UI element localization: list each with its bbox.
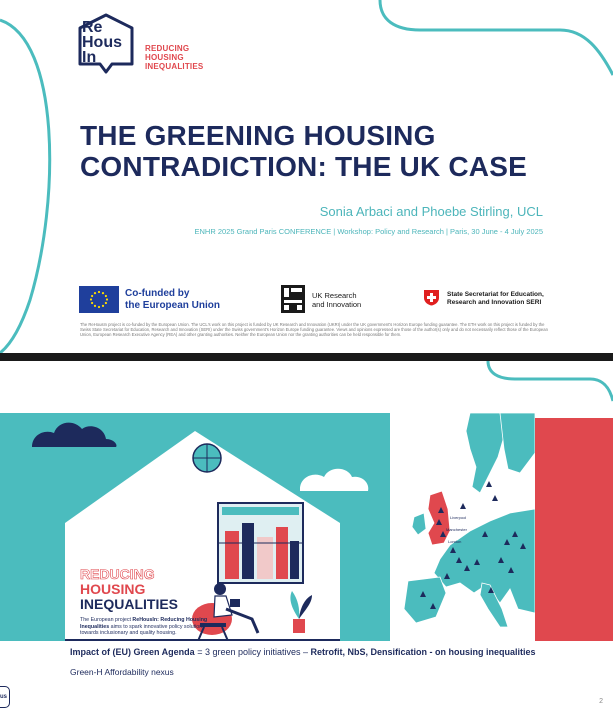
corner-logo: us [0, 686, 10, 708]
nexus-text: Green-H Affordability nexus [70, 667, 174, 677]
desc-post: aims to spark innovative policy solutions towards inclusionary and quality housing. [80, 623, 205, 636]
map-label-liverpool: Liverpool [450, 515, 467, 520]
rehousin-logo [82, 20, 122, 65]
illustration-description [80, 617, 218, 637]
slide-title [80, 120, 527, 182]
logo-line-3: In [82, 49, 97, 66]
slide-divider [0, 353, 613, 361]
red-accent-panel [535, 418, 613, 641]
map-label-manchester: Manchester [446, 527, 467, 532]
title-slide [0, 0, 613, 353]
desc-project-name: ReHousIn: Reducing Housing Inequalities [80, 617, 208, 630]
illustration-title-line-3: INEQUALITIES [80, 596, 179, 612]
tagline-line-2: HOUSING [145, 53, 184, 62]
illustration-title-line-1: REDUCING [80, 566, 155, 582]
tagline-line-1: REDUCING [145, 44, 190, 53]
content-slide [0, 361, 613, 715]
ukri-line-2: and Innovation [312, 300, 362, 309]
logo-line-1: Re [82, 19, 103, 36]
europe-map-panel [390, 413, 535, 641]
ukri-line-1: UK Research [312, 291, 357, 300]
seri-line-2: Research and Innovation SERI [447, 299, 542, 306]
impact-statement [70, 647, 536, 657]
seri-label [447, 291, 544, 307]
logo-tagline [145, 44, 203, 71]
seri-line-1: State Secretariat for Education, [447, 291, 544, 298]
logo-line-2: Hous [82, 34, 122, 51]
swiss-shield-icon [423, 289, 440, 306]
illustration-title-line-2: HOUSING [80, 581, 146, 597]
europe-map [390, 413, 535, 641]
page-number: 2 [599, 698, 603, 705]
funding-disclaimer: The ReHousIn project is co-funded by the European Union. The UCL's work on this project is funded by UK Research and Innovation (UKRI) under the UK government's Horizon Europe funding guarantee. The ETH work on this project is funded by the Swiss State Secretariat for Education, Research and Innovation (SERI) under the Swiss government's Horizon Europe funding guarantee. Views and opinions expressed are those of the author(s) only and do not necessarily reflect those of the European Union, European Research Executive Agency (REA) and other granting authorities. Neither the European Union nor the granting authorities can be held responsible for them. [80, 322, 548, 338]
illustration-panel [0, 413, 390, 641]
desc-pre: The European project [80, 617, 133, 623]
ukri-label [312, 291, 361, 309]
authors: Sonia Arbaci and Phoebe Stirling, UCL [319, 204, 543, 219]
eu-line-1: Co-funded by [125, 288, 190, 299]
impact-tail: Retrofit, NbS, Densification - on housing inequalities [310, 647, 536, 657]
tagline-line-3: INEQUALITIES [145, 62, 204, 71]
impact-lead: Impact of (EU) Green Agenda [70, 647, 195, 657]
eu-flag-icon [79, 286, 119, 313]
eu-funding-label [125, 288, 220, 312]
map-label-london: London [448, 539, 462, 544]
impact-mid: = 3 green policy initiatives – [194, 647, 311, 657]
house-illustration [0, 413, 390, 641]
title-line-2: CONTRADICTION: THE UK CASE [80, 151, 527, 182]
illustration-title [80, 567, 178, 612]
ukri-logo-icon [281, 285, 305, 313]
conference-info: ENHR 2025 Grand Paris CONFERENCE | Workshop: Policy and Research | Paris, 30 June - 4 July 2025 [194, 227, 543, 236]
eu-line-2: the European Union [125, 300, 220, 311]
title-line-1: THE GREENING HOUSING [80, 120, 436, 151]
